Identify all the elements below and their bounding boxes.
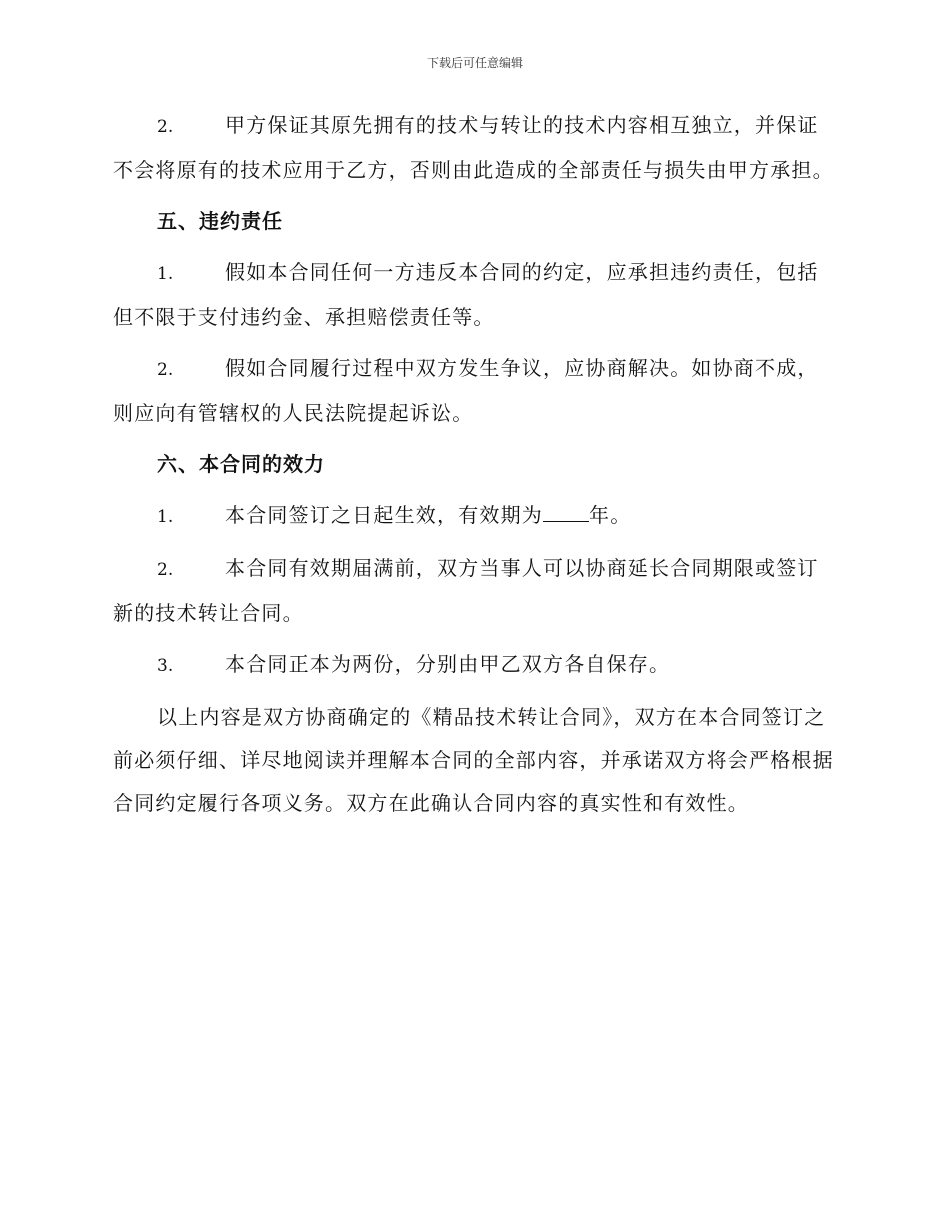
fill-in-blank: [543, 501, 589, 522]
item-text: 本合同签订之日起生效，有效期为: [225, 503, 543, 527]
item-text: 假如合同履行过程中双方发生争议，应协商解决。如协商不成，则应向有管辖权的人民法院提起诉讼。: [113, 356, 819, 425]
item-number: 2.: [157, 360, 174, 380]
item-text: 假如本合同任何一方违反本合同的约定，应承担违约责任，包括但不限于支付违约金、承担赔偿责任等。: [113, 260, 819, 329]
section6-item-3: [113, 643, 835, 688]
clause4-item-2: [113, 104, 835, 192]
section-5-heading: 五、违约责任: [157, 209, 283, 233]
item-number: 1.: [157, 264, 174, 284]
item-number: 2.: [157, 117, 174, 137]
section6-item-2: [113, 547, 835, 635]
item-number: 1.: [157, 507, 174, 527]
section5-item-1: [113, 251, 835, 339]
document-body: [113, 104, 835, 825]
item-text: 本合同有效期届满前，双方当事人可以协商延长合同期限或签订新的技术转让合同。: [113, 556, 819, 625]
item-text-suffix: 年。: [589, 503, 632, 527]
header-note: 下载后可任意编辑: [426, 56, 523, 70]
closing-paragraph: 以上内容是双方协商确定的《精品技术转让合同》，双方在本合同签订之前必须仔细、详尽地阅读并理解本合同的全部内容，并承诺双方将会严格根据合同约定履行各项义务。双方在此确认合同内容的真实性和有效性。: [113, 705, 834, 815]
item-number: 2.: [157, 560, 174, 580]
item-text: 本合同正本为两份，分别由甲乙双方各自保存。: [225, 652, 671, 676]
section5-item-2: [113, 347, 835, 435]
item-text: 甲方保证其原先拥有的技术与转让的技术内容相互独立，并保证不会将原有的技术应用于乙方，否则由此造成的全部责任与损失由甲方承担。: [113, 113, 834, 182]
section-6-heading: 六、本合同的效力: [157, 452, 325, 476]
item-number: 3.: [157, 656, 174, 676]
section6-item-1: [113, 494, 835, 539]
